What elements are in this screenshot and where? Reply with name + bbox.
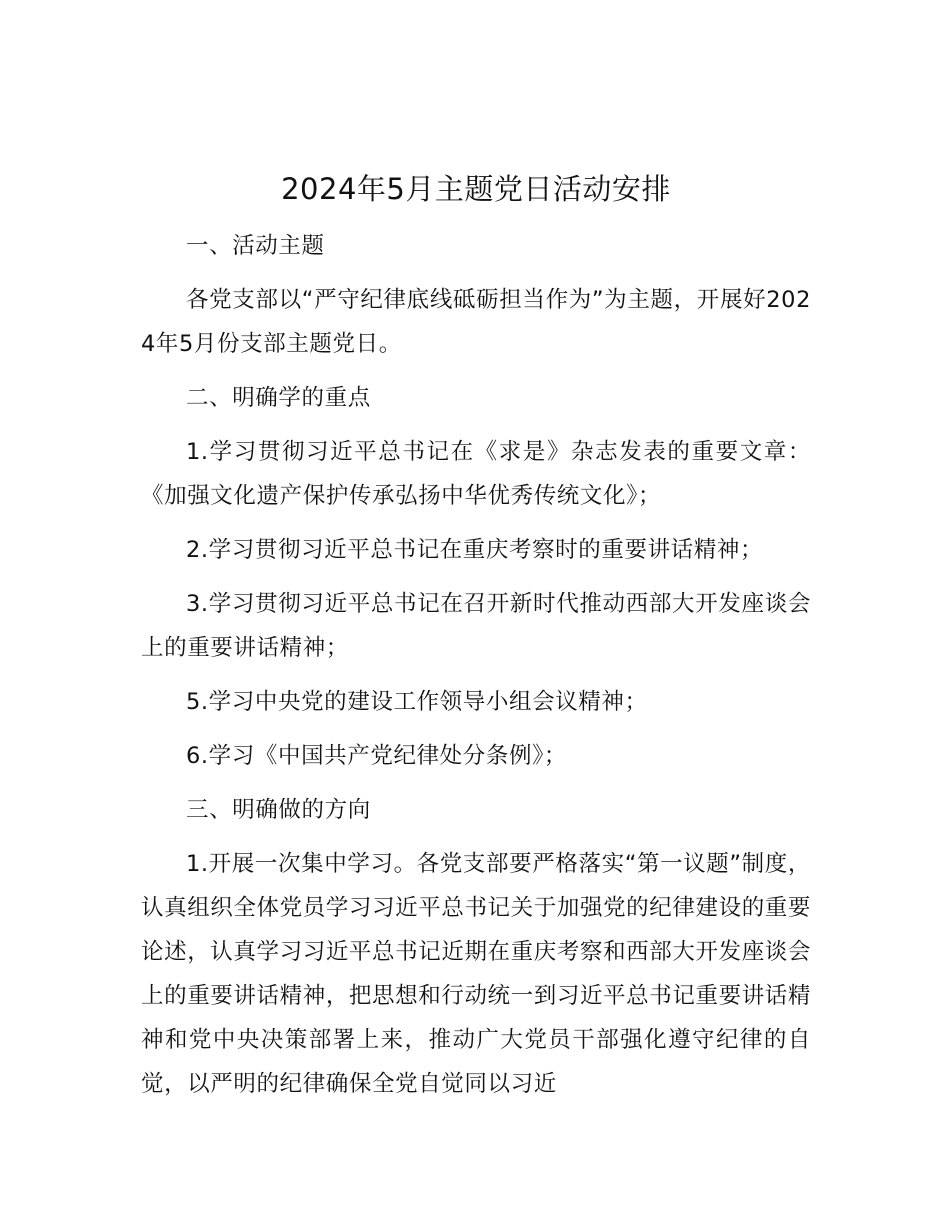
paragraph-theme: 各党支部以“严守纪律底线砥砺担当作为”为主题，开展好2024年5月份支部主题党日。	[141, 287, 811, 357]
study-item-5: 5.学习中央党的建设工作领导小组会议精神；	[186, 689, 648, 715]
study-item-2: 2.学习贯彻习近平总书记在重庆考察时的重要讲话精神；	[186, 537, 764, 563]
document-body	[141, 162, 811, 1116]
section-heading-action-direction: 三、明确做的方向	[186, 797, 371, 823]
study-item-1: 1.学习贯彻习近平总书记在《求是》杂志发表的重要文章：《加强文化遗产保护传承弘扬中华优秀传统文化》；	[141, 439, 811, 509]
study-item-3: 3.学习贯彻习近平总书记在召开新时代推动西部大开发座谈会上的重要讲话精神；	[141, 591, 811, 661]
action-item-1: 1.开展一次集中学习。各党支部要严格落实“第一议题”制度，认真组织全体党员学习习近平总书记关于加强党的纪律建设的重要论述，认真学习习近平总书记近期在重庆考察和西部大开发座谈会上的重要讲话精神，把思想和行动统一到习近平总书记重要讲话精神和党中央决策部署上来，推动广大党员干部强化遵守纪律的自觉，以严明的纪律确保全党自觉同以习近	[141, 851, 811, 1097]
study-item-6: 6.学习《中国共产党纪律处分条例》；	[186, 743, 568, 769]
document-title: 2024年5月主题党日活动安排	[281, 172, 671, 206]
section-heading-study-focus: 二、明确学的重点	[186, 385, 371, 411]
section-heading-theme: 一、活动主题	[186, 233, 325, 259]
